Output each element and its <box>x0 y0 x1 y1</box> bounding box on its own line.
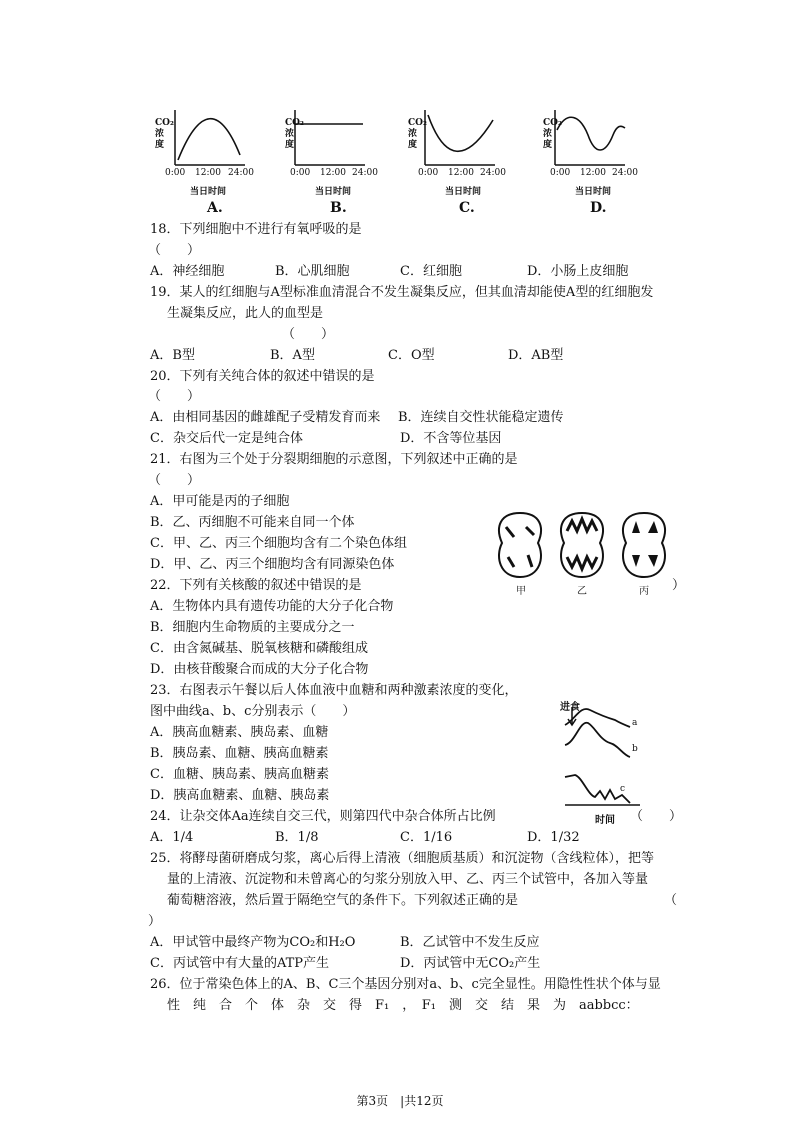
graph-c-tick-0: 0:00 <box>418 168 439 178</box>
q18-option-b: B．心肌细胞 <box>275 264 350 279</box>
graph-a <box>175 110 245 165</box>
cell-bing <box>623 513 665 577</box>
hormone-label-b: b <box>632 744 638 754</box>
hormone-label-c: c <box>620 784 626 794</box>
q19-option-c: C．O型 <box>388 348 435 363</box>
graph-c-tick-2: 24:00 <box>480 168 506 178</box>
graph-a-tick-2: 24:00 <box>228 168 254 178</box>
q25-stem3: 葡萄糖溶液，然后置于隔绝空气的条件下。下列叙述正确的是 <box>167 893 519 908</box>
q25-stem: 25．将酵母菌研磨成匀浆，离心后得上清液（细胞质基质）和沉淀物（含线粒体），把等 <box>150 851 655 866</box>
q18-stem: 18．下列细胞中不进行有氧呼吸的是 <box>150 222 362 237</box>
graph-c-label: C. <box>459 200 475 216</box>
q23-option-c: C．血糖、胰岛素、胰高血糖素 <box>150 767 329 782</box>
q25-paren-a: （ <box>664 893 678 908</box>
q23-option-b: B．胰岛素、血糖、胰高血糖素 <box>150 746 329 761</box>
q21-option-a: A．甲可能是丙的子细胞 <box>150 494 290 509</box>
graph-a-tick-1: 12:00 <box>195 168 221 178</box>
cell-jia <box>499 513 541 577</box>
graph-a-label: A. <box>207 200 223 216</box>
graph-d-curve <box>557 117 625 150</box>
graph-a-xlabel: 当日时间 <box>190 187 227 197</box>
graph-a-tick-0: 0:00 <box>165 168 186 178</box>
hormone-label-time: 时间 <box>595 815 615 826</box>
q23-option-a: A．胰高血糖素、胰岛素、血糖 <box>150 725 329 740</box>
graph-c-ylabel: CO₂浓度 <box>408 118 427 150</box>
q25-option-d: D．丙试管中无CO₂产生 <box>400 956 541 971</box>
q21-option-b: B．乙、丙细胞不可能来自同一个体 <box>150 515 355 530</box>
curve-b <box>565 723 630 757</box>
q23-stem: 23．右图表示午餐以后人体血液中血糖和两种激素浓度的变化， <box>150 683 518 698</box>
co2-graphs <box>150 100 650 220</box>
graph-b-xlabel: 当日时间 <box>315 187 352 197</box>
q18-option-c: C．红细胞 <box>400 264 462 279</box>
q24-option-b: B．1/8 <box>275 830 319 845</box>
graph-b-tick-0: 0:00 <box>290 168 311 178</box>
q20-stem: 20．下列有关纯合体的叙述中错误的是 <box>150 369 375 384</box>
q24-option-d: D．1/32 <box>527 830 580 845</box>
q21-option-c: C．甲、乙、丙三个细胞均含有二个染色体组 <box>150 536 407 551</box>
graph-d-label: D. <box>590 200 607 216</box>
q18-paren: （ ） <box>148 243 201 258</box>
q25-option-c: C．丙试管中有大量的ATP产生 <box>150 956 330 971</box>
q18-option-d: D．小肠上皮细胞 <box>527 264 629 279</box>
q25-stem2: 量的上清液、沉淀物和未曾离心的匀浆分别放入甲、乙、丙三个试管中，各加入等量 <box>167 872 649 887</box>
q20-paren: （ ） <box>148 389 201 404</box>
q20-option-c: C．杂交后代一定是纯合体 <box>150 431 303 446</box>
q24-paren: （ ） <box>630 809 683 824</box>
graph-a-ylabel: CO₂浓度 <box>155 118 174 150</box>
q25-option-b: B．乙试管中不发生反应 <box>400 935 540 950</box>
q20-option-b: B．连续自交性状能稳定遗传 <box>398 410 564 425</box>
q18-option-a: A．神经细胞 <box>150 264 225 279</box>
graph-c-curve <box>428 115 493 151</box>
graph-b <box>295 110 365 165</box>
q22-stem: 22．下列有关核酸的叙述中错误的是 <box>150 578 362 593</box>
graph-d-xlabel: 当日时间 <box>575 187 612 197</box>
q22-option-d: D．由核苷酸聚合而成的大分子化合物 <box>150 662 369 677</box>
q19-option-a: A．B型 <box>150 348 195 363</box>
graph-a-curve <box>178 119 240 160</box>
cell-label-bing: 丙 <box>639 586 649 597</box>
q20-option-d: D．不含等位基因 <box>400 431 502 446</box>
graph-d <box>555 110 625 165</box>
q23-stem2: 图中曲线a、b、c分别表示（ ） <box>150 704 356 719</box>
cell-yi <box>561 513 603 577</box>
graph-d-tick-1: 12:00 <box>580 168 606 178</box>
graph-b-ylabel: CO₂浓度 <box>285 118 304 150</box>
q25-paren-b: ） <box>148 914 162 929</box>
graph-b-label: B. <box>330 200 347 216</box>
q24-stem: 24．让杂交体Aa连续自交三代，则第四代中杂合体所占比例 <box>150 809 496 824</box>
graph-b-tick-2: 24:00 <box>352 168 378 178</box>
q22-option-c: C．由含氮碱基、脱氧核糖和磷酸组成 <box>150 641 368 656</box>
graph-c <box>425 110 495 165</box>
co2-graphs-svg <box>150 100 650 220</box>
q20-option-a: A．由相同基因的雌雄配子受精发育而来 <box>150 410 381 425</box>
cell-label-jia: 甲 <box>516 586 526 597</box>
q23-option-d: D．胰高血糖素、血糖、胰岛素 <box>150 788 330 803</box>
hormone-label-meal: 进食 <box>560 702 580 713</box>
q26-stem: 26．位于常染色体上的A、B、C三个基因分别对a、b、c完全显性。用隐性性状个体与显 <box>150 977 661 992</box>
graph-d-tick-2: 24:00 <box>612 168 638 178</box>
graph-c-xlabel: 当日时间 <box>445 187 482 197</box>
cell-division-svg <box>490 505 680 585</box>
q19-stem2: 生凝集反应，此人的血型是 <box>167 306 324 321</box>
q24-option-a: A．1/4 <box>150 830 194 845</box>
graph-d-tick-0: 0:00 <box>550 168 571 178</box>
q21-stem: 21．右图为三个处于分裂期细胞的示意图，下列叙述中正确的是 <box>150 452 518 467</box>
q19-option-d: D．AB型 <box>508 348 564 363</box>
q22-option-b: B．细胞内生命物质的主要成分之一 <box>150 620 355 635</box>
q21-paren: （ ） <box>148 473 201 488</box>
q25-option-a: A．甲试管中最终产物为CO₂和H₂O <box>150 935 356 950</box>
cell-label-yi: 乙 <box>577 586 587 597</box>
q22-option-a: A．生物体内具有遗传功能的大分子化合物 <box>150 599 394 614</box>
graph-d-ylabel: CO₂浓度 <box>543 118 562 150</box>
q21-option-d: D．甲、乙、丙三个细胞均含有同源染色体 <box>150 557 395 572</box>
cell-division-figure <box>490 505 680 585</box>
graph-c-tick-1: 12:00 <box>448 168 474 178</box>
q19-paren: （ ） <box>282 327 335 342</box>
hormone-label-a: a <box>632 718 638 728</box>
graph-b-tick-1: 12:00 <box>320 168 346 178</box>
q26-stem2: 性 纯 合 个 体 杂 交 得 F₁ ， F₁ 测 交 结 果 为 aabbcc： <box>167 998 639 1013</box>
q22-paren: ） <box>672 578 686 593</box>
q19-option-b: B．A型 <box>270 348 315 363</box>
q24-option-c: C．1/16 <box>400 830 453 845</box>
q19-stem: 19．某人的红细胞与A型标准血清混合不发生凝集反应，但其血清却能使A型的红细胞发 <box>150 285 654 300</box>
page-footer: 第3页 |共12页 <box>356 1094 444 1108</box>
